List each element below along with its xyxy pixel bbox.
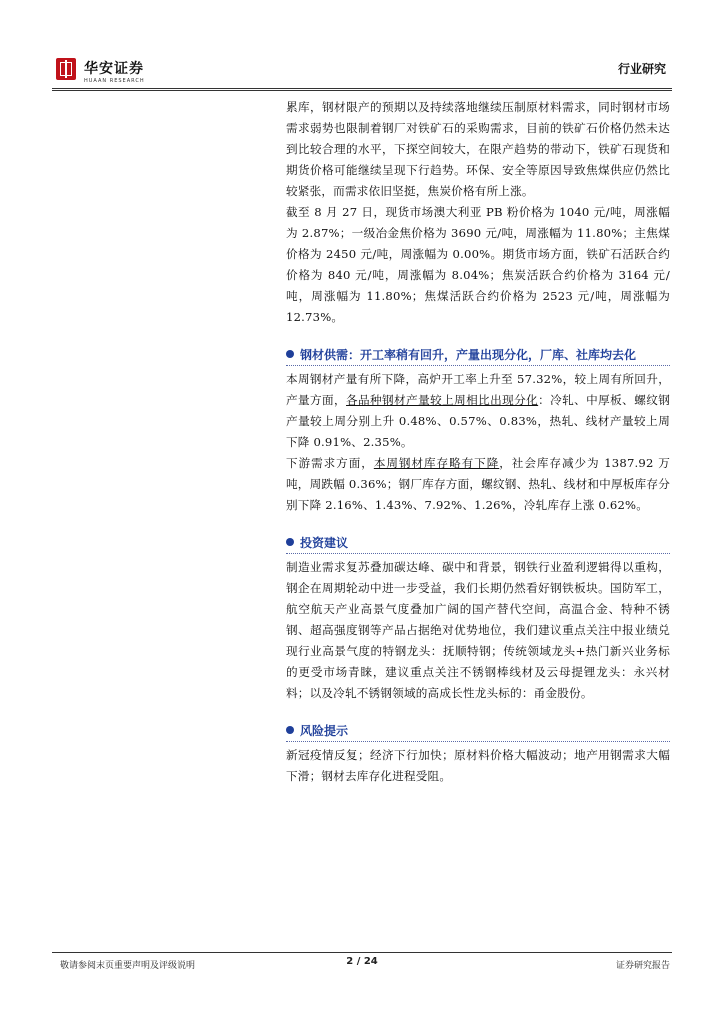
supply-text: 本周钢材产量有所下降，高炉开工率上升至 57.32%，较上周有所回升，产量方面， — [286, 372, 670, 407]
supply-paragraph-1 — [286, 369, 670, 453]
footer-report-label: 证券研究报告 — [615, 961, 670, 971]
section-divider — [286, 365, 670, 367]
report-type: 行业研究 — [617, 62, 666, 76]
section-divider — [286, 741, 670, 743]
advice-paragraph: 制造业需求复苏叠加碳达峰、碳中和背景，钢铁行业盈利逻辑得以重构，钢企在周期轮动中进一步受益，我们长期仍然看好钢铁板块。国防军工，航空航天产业高景气度叠加广阔的国产替代空间，高温合金、特种不锈钢、超高强度钢等产品占据绝对优势地位，我们建议重点关注中报业绩兑现行业高景气度的特钢龙头：抚顺特钢；传统领域龙头+热门新兴业务标的更受市场青睐，建议重点关注不锈钢棒线材及云母提锂龙头：永兴材料；以及冷轧不锈钢领域的高成长性龙头标的：甬金股份。 — [286, 560, 670, 700]
intro-paragraph-1: 累库，钢材限产的预期以及持续落地继续压制原材料需求，同时钢材市场需求弱势也限制着钢厂对铁矿石的采购需求，目前的铁矿石价格仍然未达到比较合理的水平，下探空间较大，在限产趋势的带动下，铁矿石现货和期货价格可能继续呈现下行趋势。环保、安全等原因导致焦煤供应仍然比较紧张，而需求依旧坚挺，焦炭价格有所上涨。 — [286, 100, 670, 198]
main-content — [286, 97, 670, 787]
section-heading-advice — [286, 532, 670, 553]
section-heading-supply — [286, 344, 670, 365]
section-title-advice: 投资建议 — [300, 536, 349, 550]
supply-highlight: 各品种钢材产量较上周相比出现分化 — [346, 393, 539, 407]
supply-paragraph-2 — [286, 453, 670, 516]
section-divider — [286, 553, 670, 555]
intro-paragraph-2: 截至 8 月 27 日，现货市场澳大利亚 PB 粉价格为 1040 元/吨，周涨幅为 2.87%；一级冶金焦价格为 3690 元/吨，周涨幅为 11.80%；主焦煤价格为 2450 元/吨，周涨幅为 0.00%。期货市场方面，铁矿石活跃合约价格为 840 元/吨，周涨幅为 8.04%；焦炭活跃合约价格为 3164 元/吨，周涨幅为 11.80%；焦煤活跃合约价格为 2523 元/吨，周涨幅为 12.73%。 — [286, 205, 670, 324]
brand-name: 华安证券 — [84, 61, 144, 77]
huaan-logo-icon — [56, 58, 76, 80]
bullet-icon — [286, 350, 294, 358]
footer-disclaimer: 敬请参阅末页重要声明及评级说明 — [60, 961, 196, 971]
header-divider — [52, 88, 672, 89]
brand-name-en: HUAAN RESEARCH — [84, 78, 145, 84]
page-number: 2 / 24 — [346, 956, 378, 967]
header-divider-secondary — [52, 90, 672, 91]
supply-text: 下游需求方面， — [286, 456, 374, 470]
bullet-icon — [286, 726, 294, 734]
section-heading-risk — [286, 720, 670, 741]
risk-paragraph: 新冠疫情反复；经济下行加快；原材料价格大幅波动；地产用钢需求大幅下滑；钢材去库存化进程受阻。 — [286, 748, 670, 783]
supply-text: ，社会库存减少为 1387.92 万吨，周跌幅 0.36%；钢厂库存方面，螺纹钢、热轧、线材和中厚板库存分别下降 2.16%、1.43%、7.92%、1.26%，冷轧库存上涨 0.62%。 — [286, 456, 670, 512]
page-header — [52, 52, 672, 92]
footer-divider — [52, 952, 672, 953]
supply-text: ：冷轧、中厚板、螺纹钢产量较上周分别上升 0.48%、0.57%、0.83%，热轧、线材产量较上周下降 0.91%、2.35%。 — [286, 393, 670, 449]
bullet-icon — [286, 538, 294, 546]
section-title-risk: 风险提示 — [300, 724, 349, 738]
section-title-supply: 钢材供需：开工率稍有回升，产量出现分化，厂库、社库均去化 — [300, 348, 637, 362]
supply-highlight: 本周钢材库存略有下降 — [373, 456, 500, 470]
